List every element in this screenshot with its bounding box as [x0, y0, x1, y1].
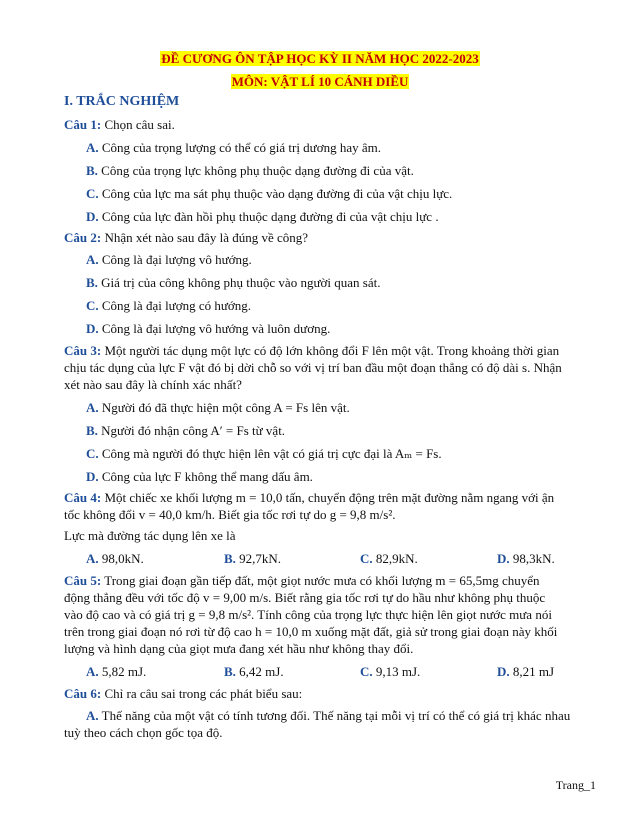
option-letter: C. [86, 186, 99, 201]
option-text: Công của lực ma sát phụ thuộc vào dạng đường đi của vật chịu lực. [98, 186, 453, 201]
option-letter: A. [86, 252, 99, 267]
question-text-line: Lực mà đường tác dụng lên xe là [64, 528, 236, 543]
option-letter: B. [86, 163, 98, 178]
option-letter: D. [497, 551, 510, 566]
option-a [86, 252, 252, 268]
option-text: 82,9kN. [372, 551, 418, 566]
option-letter: B. [86, 423, 98, 438]
option-letter: B. [86, 275, 98, 290]
option-text: Công là đại lượng vô hướng. [98, 252, 252, 267]
question-label: Câu 6: [64, 686, 102, 701]
choice-a [86, 551, 144, 567]
option-text: 8,21 mJ [509, 664, 555, 679]
choice-a [86, 664, 146, 680]
option-text: Công mà người đó thực hiện lên vật có giá trị cực đại là Aₘ = Fs. [98, 446, 442, 461]
choice-c [360, 664, 420, 680]
option-text: Công là đại lượng vô hướng và luôn dương. [98, 321, 331, 336]
question-text-line: lượng và hình dạng của giọt mưa đang xét hầu như không thay đổi. [64, 641, 414, 656]
option-text: 5,82 mJ. [98, 664, 147, 679]
question-1 [64, 117, 175, 133]
option-text: 98,3kN. [509, 551, 555, 566]
option-c [86, 446, 442, 462]
option-letter: A. [86, 400, 99, 415]
option-letter: C. [86, 446, 99, 461]
option-c [86, 298, 251, 314]
option-text: Công của lực F không thể mang dấu âm. [98, 469, 313, 484]
option-letter: D. [86, 209, 99, 224]
question-text: Một người tác dụng một lực có độ lớn không đổi F lên một vật. Trong khoảng thời gian [101, 343, 560, 358]
question-text-line: chịu tác dụng của lực F vật đó bị dời chỗ so với vị trí ban đầu một đoạn thẳng có độ dài s. Nhận [64, 360, 562, 375]
choice-d [497, 664, 554, 680]
page-number: Trang_1 [555, 778, 596, 792]
question-text: Chọn câu sai. [101, 117, 175, 132]
option-b [86, 423, 285, 439]
option-d [86, 469, 313, 485]
document-title: ĐỀ CƯƠNG ÔN TẬP HỌC KỲ II NĂM HỌC 2022-2023 [161, 51, 479, 66]
question-text-line: xét nào sau đây là chính xác nhất? [64, 377, 242, 392]
option-a [86, 708, 570, 724]
section-heading: I. TRẮC NGHIỆM [64, 94, 180, 109]
option-d [86, 209, 439, 225]
option-text: Công là đại lượng có hướng. [98, 298, 252, 313]
question-label: Câu 4: [64, 490, 102, 505]
choice-b [224, 551, 281, 567]
option-letter: C. [360, 551, 373, 566]
option-letter: D. [497, 664, 510, 679]
option-d [86, 321, 330, 337]
option-letter: C. [360, 664, 373, 679]
option-letter: A. [86, 708, 99, 723]
option-text: Thế năng của một vật có tính tương đối. Thế năng tại mỗi vị trí có thể có giá trị khác nhau [98, 708, 571, 723]
option-text: 6,42 mJ. [235, 664, 284, 679]
option-letter: B. [224, 551, 236, 566]
question-label: Câu 3: [64, 343, 102, 358]
option-letter: A. [86, 551, 99, 566]
question-label: Câu 2: [64, 230, 102, 245]
option-a [86, 140, 381, 156]
option-text-line: tuỳ theo cách chọn gốc tọa độ. [64, 725, 223, 740]
question-text-line: vào độ cao và có giá trị g = 9,8 m/s². Tính công của trọng lực thực hiện lên giọt nước mưa nói [64, 607, 552, 622]
option-text: Công của trọng lực không phụ thuộc dạng đường đi của vật. [97, 163, 414, 178]
document-subtitle: MÔN: VẬT LÍ 10 CÁNH DIỀU [231, 74, 409, 89]
question-text-line: động thẳng đều với tốc độ v = 9,00 m/s. Biết rằng gia tốc rơi tự do hầu như không phụ thuộc [64, 590, 546, 605]
choice-b [224, 664, 284, 680]
question-6 [64, 686, 302, 702]
option-text: Giá trị của công không phụ thuộc vào người quan sát. [97, 275, 381, 290]
question-text: Nhận xét nào sau đây là đúng về công? [101, 230, 309, 245]
question-2 [64, 230, 308, 246]
question-3 [64, 343, 559, 359]
option-c [86, 186, 452, 202]
question-5 [64, 573, 540, 589]
question-text-line: tốc không đổi v = 40,0 km/h. Biết gia tốc rơi tự do g = 9,8 m/s². [64, 507, 396, 522]
option-b [86, 163, 414, 179]
option-b [86, 275, 380, 291]
option-letter: C. [86, 298, 99, 313]
option-text: Công của lực đàn hồi phụ thuộc dạng đường đi của vật chịu lực . [98, 209, 439, 224]
option-letter: B. [224, 664, 236, 679]
option-letter: A. [86, 140, 99, 155]
option-text: Người đó nhận công A′ = Fs từ vật. [97, 423, 286, 438]
option-text: 92,7kN. [235, 551, 282, 566]
option-text: Người đó đã thực hiện một công A = Fs lên vật. [98, 400, 350, 415]
option-letter: D. [86, 321, 99, 336]
option-letter: A. [86, 664, 99, 679]
question-label: Câu 5: [64, 573, 102, 588]
choice-d [497, 551, 555, 567]
question-text: Trong giai đoạn gần tiếp đất, một giọt nước mưa có khối lượng m = 65,5mg chuyển [101, 573, 540, 588]
option-text: Công của trọng lượng có thể có giá trị dương hay âm. [98, 140, 382, 155]
question-text: Một chiếc xe khối lượng m = 10,0 tấn, chuyển động trên mặt đường nằm ngang với ận [101, 490, 555, 505]
question-label: Câu 1: [64, 117, 102, 132]
question-4 [64, 490, 554, 506]
option-letter: D. [86, 469, 99, 484]
question-text-line: trên trong giai đoạn nó rơi từ độ cao h = 10,0 m xuống mặt đất, giả sử trong giai đoạn này khối [64, 624, 558, 639]
option-text: 9,13 mJ. [372, 664, 421, 679]
question-text: Chỉ ra câu sai trong các phát biểu sau: [101, 686, 303, 701]
choice-c [360, 551, 418, 567]
option-a [86, 400, 350, 416]
option-text: 98,0kN. [98, 551, 144, 566]
